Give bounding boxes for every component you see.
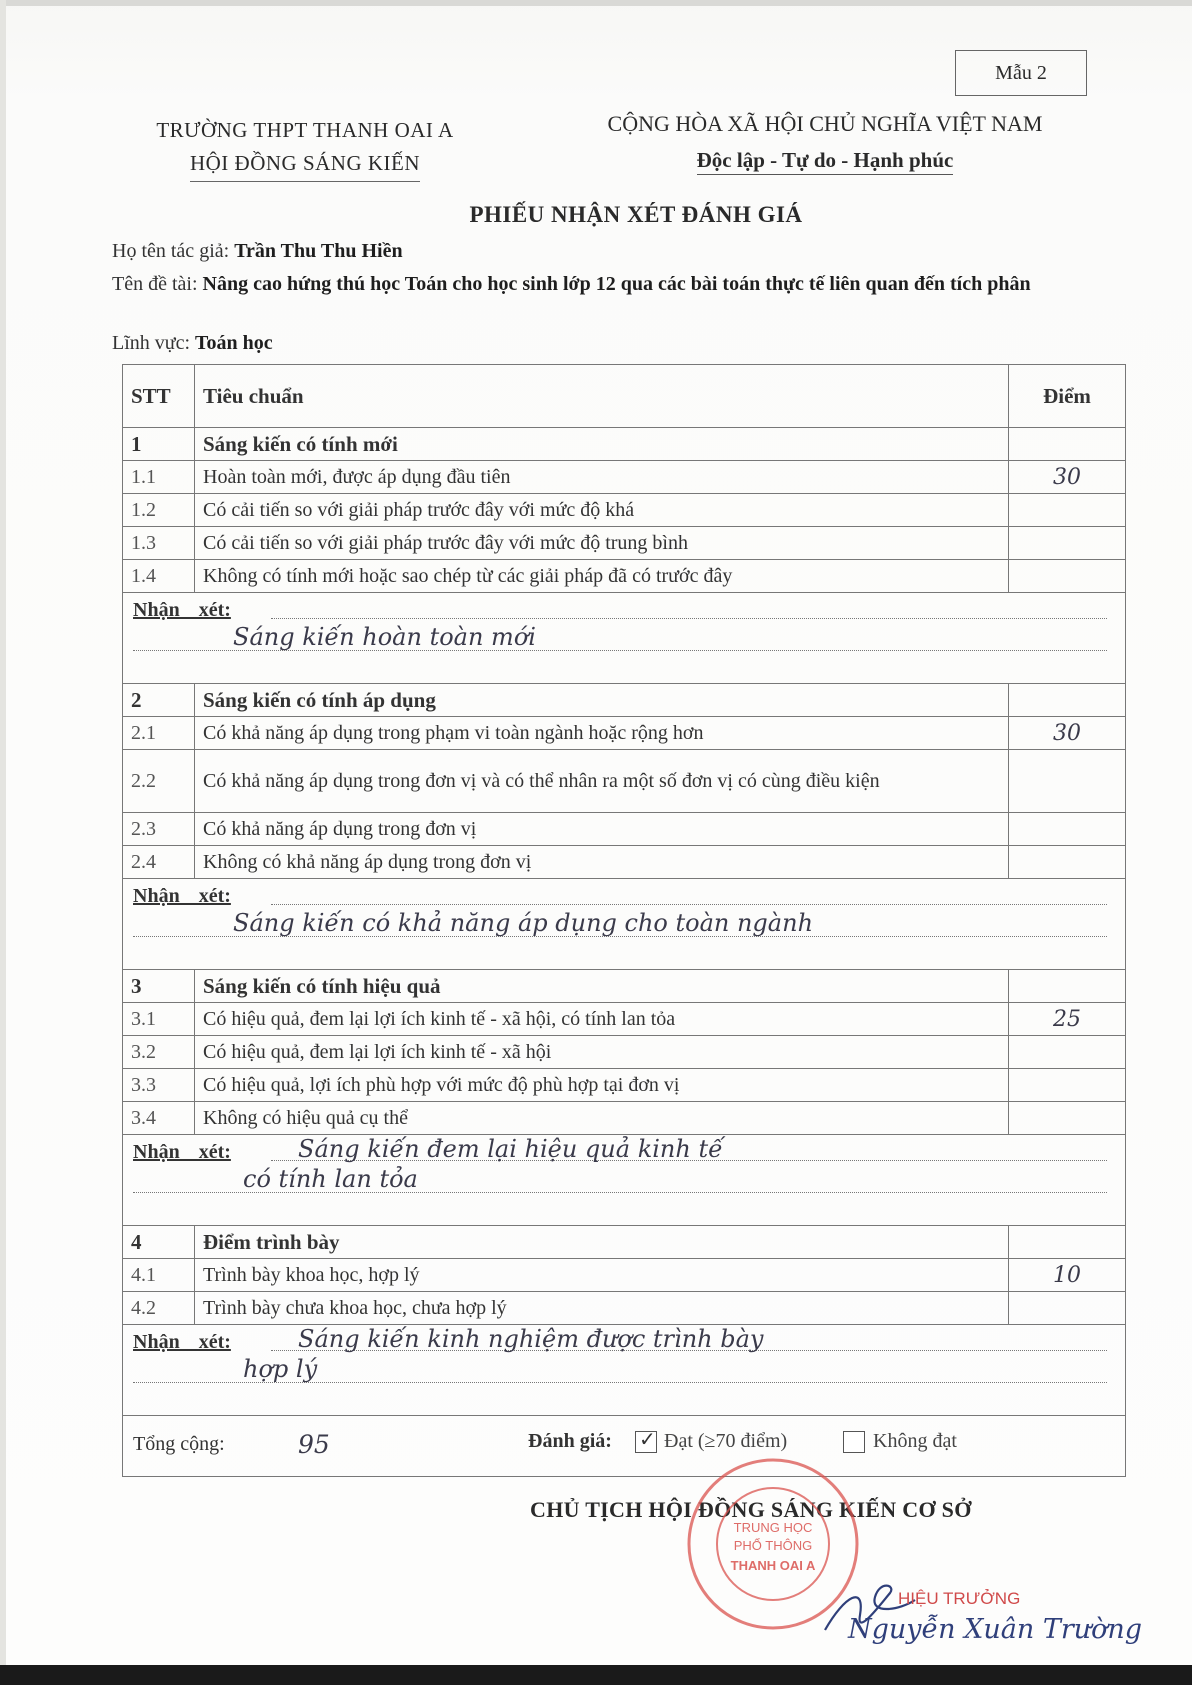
criteria-text: Không có hiệu quả cụ thể (195, 1102, 1009, 1135)
criteria-score-cell (1009, 846, 1126, 879)
criteria-number: 1.1 (123, 461, 195, 494)
criteria-score-cell (1009, 1036, 1126, 1069)
section-number: 3 (123, 970, 195, 1003)
fail-checkbox[interactable] (843, 1431, 865, 1453)
criteria-score-cell (1009, 717, 1126, 750)
criteria-number: 4.2 (123, 1292, 195, 1325)
handwritten-comment-line2: Sáng kiến hoàn toàn mới (233, 623, 536, 651)
signer-position: HIỆU TRƯỞNG (898, 1589, 1021, 1608)
comment-area (123, 593, 1125, 683)
header-score: Điểm (1009, 365, 1126, 428)
form-tag: Mẫu 2 (955, 50, 1087, 96)
total-label: Tổng cộng: (133, 1433, 225, 1455)
section-score-cell (1009, 970, 1126, 1003)
section-score-cell (1009, 1226, 1126, 1259)
comment-row (123, 1325, 1126, 1416)
evaluation-label: Đánh giá: (528, 1430, 612, 1452)
comment-row (123, 879, 1126, 970)
criteria-number: 3.3 (123, 1069, 195, 1102)
comment-row (123, 593, 1126, 684)
header-criteria: Tiêu chuẩn (195, 365, 1009, 428)
criteria-number: 2.4 (123, 846, 195, 879)
scan-edge-bottom (0, 1665, 1192, 1685)
dotted-line (271, 618, 1107, 619)
criteria-score-cell (1009, 1069, 1126, 1102)
handwritten-comment-line2: hợp lý (243, 1355, 318, 1383)
comment-cell (123, 593, 1126, 684)
section-title: Điểm trình bày (195, 1226, 1009, 1259)
handwritten-comment-line1: Sáng kiến kinh nghiệm được trình bày (298, 1325, 764, 1353)
criteria-score-cell (1009, 750, 1126, 813)
fail-label: Không đạt (873, 1430, 957, 1452)
criteria-score-cell (1009, 461, 1126, 494)
criteria-row (123, 1292, 1126, 1325)
criteria-number: 1.2 (123, 494, 195, 527)
criteria-row (123, 527, 1126, 560)
page-title: PHIẾU NHẬN XÉT ĐÁNH GIÁ (469, 202, 803, 227)
criteria-text: Có hiệu quả, đem lại lợi ích kinh tế - xã hội (195, 1036, 1009, 1069)
dotted-line (271, 904, 1107, 905)
comment-label: Nhận xét: (133, 1331, 231, 1353)
criteria-row (123, 494, 1126, 527)
criteria-number: 1.3 (123, 527, 195, 560)
total-area (123, 1416, 1125, 1476)
criteria-score-cell (1009, 1259, 1126, 1292)
header-stt: STT (123, 365, 195, 428)
criteria-text: Hoàn toàn mới, được áp dụng đầu tiên (195, 461, 1009, 494)
criteria-row (123, 1069, 1126, 1102)
scan-edge-left (0, 0, 6, 1685)
criteria-score-cell (1009, 527, 1126, 560)
comment-cell (123, 879, 1126, 970)
criteria-number: 3.4 (123, 1102, 195, 1135)
comment-label: Nhận xét: (133, 885, 231, 907)
handwritten-comment-line2: có tính lan tỏa (243, 1165, 418, 1193)
council-name: HỘI ĐỒNG SÁNG KIẾN (190, 147, 420, 182)
comment-area (123, 1325, 1125, 1415)
criteria-text: Không có khả năng áp dụng trong đơn vị (195, 846, 1009, 879)
total-cell (123, 1416, 1126, 1477)
criteria-score-cell (1009, 560, 1126, 593)
criteria-number: 3.1 (123, 1003, 195, 1036)
author-label: Họ tên tác giả: (112, 240, 235, 262)
section-row (123, 684, 1126, 717)
field-line (112, 332, 273, 355)
criteria-row (123, 813, 1126, 846)
topic-label: Tên đề tài: (112, 273, 203, 295)
section-number: 2 (123, 684, 195, 717)
section-title: Sáng kiến có tính mới (195, 428, 1009, 461)
comment-label: Nhận xét: (133, 599, 231, 621)
section-title: Sáng kiến có tính áp dụng (195, 684, 1009, 717)
section-row (123, 970, 1126, 1003)
criteria-text: Không có tính mới hoặc sao chép từ các giải pháp đã có trước đây (195, 560, 1009, 593)
criteria-number: 2.3 (123, 813, 195, 846)
handwritten-comment-line1: Sáng kiến đem lại hiệu quả kinh tế (298, 1135, 723, 1163)
criteria-row (123, 1003, 1126, 1036)
criteria-row (123, 461, 1126, 494)
comment-label: Nhận xét: (133, 1141, 231, 1163)
criteria-number: 2.2 (123, 750, 195, 813)
author-line (112, 240, 403, 263)
section-row (123, 1226, 1126, 1259)
comment-area (123, 1135, 1125, 1225)
section-row (123, 428, 1126, 461)
comment-row (123, 1135, 1126, 1226)
pass-checkbox[interactable] (635, 1431, 657, 1453)
criteria-text: Có cải tiến so với giải pháp trước đây với mức độ trung bình (195, 527, 1009, 560)
section-score-cell (1009, 684, 1126, 717)
author-value: Trần Thu Thu Hiền (234, 240, 403, 262)
criteria-number: 2.1 (123, 717, 195, 750)
school-header (110, 114, 500, 182)
stamp-line-1: TRUNG HỌC (733, 1520, 813, 1535)
stamp-line-3: THANH OAI A (730, 1558, 816, 1573)
criteria-row (123, 1102, 1126, 1135)
total-value: 95 (298, 1430, 330, 1459)
criteria-text: Có cải tiến so với giải pháp trước đây với mức độ khá (195, 494, 1009, 527)
national-header (545, 106, 1105, 178)
field-value: Toán học (195, 332, 273, 354)
criteria-text: Trình bày khoa học, hợp lý (195, 1259, 1009, 1292)
criteria-score-cell (1009, 1003, 1126, 1036)
check-mark-icon: ✓ (639, 1429, 656, 1451)
criteria-text: Có hiệu quả, lợi ích phù hợp với mức độ phù hợp tại đơn vị (195, 1069, 1009, 1102)
signer-name: Nguyễn Xuân Trường (848, 1614, 1143, 1645)
criteria-text: Có hiệu quả, đem lại lợi ích kinh tế - xã hội, có tính lan tỏa (195, 1003, 1009, 1036)
criteria-row (123, 717, 1126, 750)
section-number: 1 (123, 428, 195, 461)
handwritten-score: 25 (1053, 1006, 1081, 1032)
criteria-row (123, 1259, 1126, 1292)
evaluation-table (122, 364, 1126, 1477)
topic-value: Nâng cao hứng thú học Toán cho học sinh lớp 12 qua các bài toán thực tế liên quan đến tích phân (202, 273, 1031, 295)
pass-label: Đạt (≥70 điểm) (664, 1430, 788, 1452)
table-header-row (123, 365, 1126, 428)
stamp-line-2: PHỔ THÔNG (733, 1538, 813, 1553)
criteria-score-cell (1009, 1292, 1126, 1325)
criteria-number: 3.2 (123, 1036, 195, 1069)
comment-area (123, 879, 1125, 969)
handwritten-score: 30 (1053, 720, 1081, 746)
section-number: 4 (123, 1226, 195, 1259)
criteria-number: 4.1 (123, 1259, 195, 1292)
criteria-text: Trình bày chưa khoa học, chưa hợp lý (195, 1292, 1009, 1325)
topic-line (112, 268, 1097, 300)
criteria-row (123, 560, 1126, 593)
nation-name: CỘNG HÒA XÃ HỘI CHỦ NGHĨA VIỆT NAM (607, 111, 1043, 136)
criteria-row (123, 1036, 1126, 1069)
total-row (123, 1416, 1126, 1477)
criteria-score-cell (1009, 494, 1126, 527)
criteria-number: 1.4 (123, 560, 195, 593)
handwritten-score: 30 (1053, 464, 1081, 490)
scan-edge-top (0, 0, 1192, 6)
handwritten-score: 10 (1053, 1262, 1081, 1288)
comment-cell (123, 1325, 1126, 1416)
criteria-score-cell (1009, 1102, 1126, 1135)
field-label: Lĩnh vực: (112, 332, 196, 354)
criteria-text: Có khả năng áp dụng trong đơn vị và có thể nhân ra một số đơn vị có cùng điều kiện (195, 750, 1009, 813)
nation-motto: Độc lập - Tự do - Hạnh phúc (697, 148, 954, 175)
comment-cell (123, 1135, 1126, 1226)
criteria-text: Có khả năng áp dụng trong phạm vi toàn ngành hoặc rộng hơn (195, 717, 1009, 750)
criteria-row (123, 846, 1126, 879)
handwritten-comment-line2: Sáng kiến có khả năng áp dụng cho toàn ngành (233, 909, 814, 937)
signature-title: CHỦ TỊCH HỘI ĐỒNG SÁNG KIẾN CƠ SỞ (530, 1497, 972, 1522)
criteria-score-cell (1009, 813, 1126, 846)
criteria-text: Có khả năng áp dụng trong đơn vị (195, 813, 1009, 846)
section-score-cell (1009, 428, 1126, 461)
section-title: Sáng kiến có tính hiệu quả (195, 970, 1009, 1003)
school-name: TRƯỜNG THPT THANH OAI A (156, 118, 454, 142)
criteria-row (123, 750, 1126, 813)
